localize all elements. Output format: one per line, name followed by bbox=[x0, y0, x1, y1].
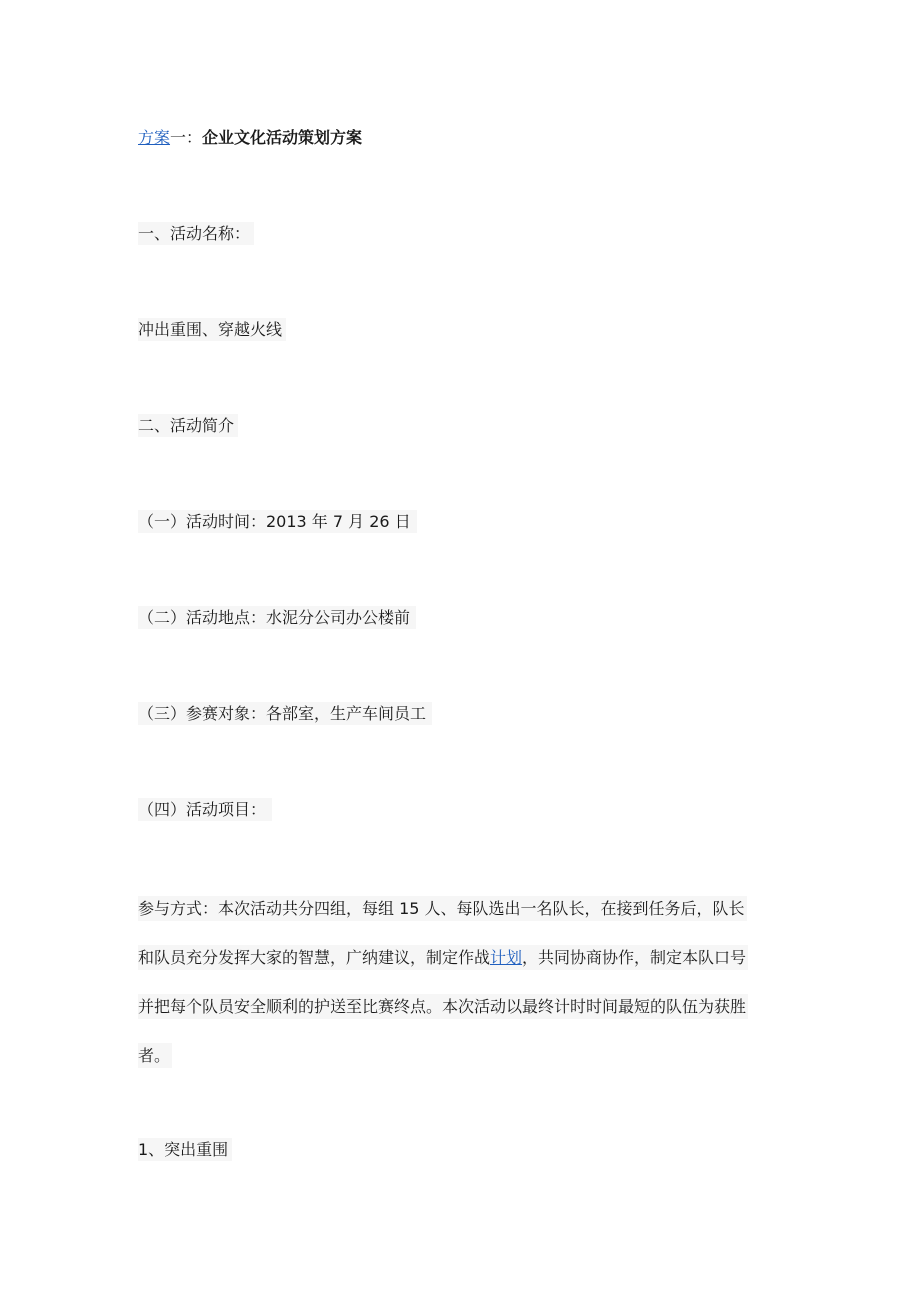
paragraph-line-3 bbox=[138, 982, 784, 1031]
section-1-body bbox=[138, 319, 286, 341]
section-2-heading-text: 二、活动简介 bbox=[138, 414, 238, 437]
title-link[interactable]: 方案 bbox=[138, 128, 171, 147]
section-1-body-text: 冲出重围、穿越火线 bbox=[138, 318, 286, 341]
paragraph-line-2-post: ，共同协商协作，制定本队口号 bbox=[522, 948, 747, 967]
item-participants-text: （三）参赛对象：各部室，生产车间员工 bbox=[138, 702, 432, 725]
subheading-breakout bbox=[138, 1139, 232, 1161]
item-projects-text: （四）活动项目： bbox=[138, 798, 272, 821]
paragraph-line-4 bbox=[138, 1031, 784, 1080]
item-place-text: （二）活动地点：水泥分公司办公楼前 bbox=[138, 606, 416, 629]
item-place bbox=[138, 607, 416, 629]
paragraph-line-3-text: 并把每个队员安全顺利的护送至比赛终点。本次活动以最终计时时间最短的队伍为获胜 bbox=[138, 994, 748, 1019]
item-time bbox=[138, 511, 417, 533]
item-participants bbox=[138, 703, 432, 725]
paragraph-line-4-text: 者。 bbox=[138, 1043, 172, 1068]
participation-paragraph bbox=[138, 884, 784, 1080]
item-projects bbox=[138, 799, 272, 821]
paragraph-line-1 bbox=[138, 884, 784, 933]
title-suffix: 一： bbox=[170, 128, 203, 147]
section-1-heading-text: 一、活动名称： bbox=[138, 222, 254, 245]
paragraph-line-2 bbox=[138, 933, 784, 982]
item-time-text: （一）活动时间：2013 年 7 月 26 日 bbox=[138, 510, 417, 533]
title-bold: 企业文化活动策划方案 bbox=[202, 128, 363, 147]
paragraph-line-1-text: 参与方式：本次活动共分四组，每组 15 人、每队选出一名队长，在接到任务后，队长 bbox=[138, 896, 747, 921]
paragraph-line-2-wrap bbox=[138, 945, 748, 970]
section-1-heading bbox=[138, 223, 254, 245]
plan-link[interactable]: 计划 bbox=[490, 948, 523, 967]
document-title bbox=[138, 127, 362, 149]
subheading-breakout-text: 1、突出重围 bbox=[138, 1138, 232, 1161]
section-2-heading bbox=[138, 415, 238, 437]
paragraph-line-2-pre: 和队员充分发挥大家的智慧，广纳建议，制定作战 bbox=[138, 948, 491, 967]
